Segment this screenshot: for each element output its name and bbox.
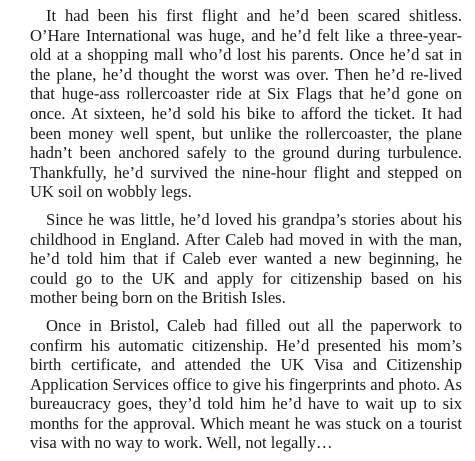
paragraph-bristol-citizenship: Once in Bristol, Caleb had filled out all the paperwork to confirm his automatic citizenship. He’d presented his mom’s birth certificate, and attended the UK Visa and Citizenship Application Services office to give his fingerprints and photo. As bureaucracy goes, they’d told him he’d have to wait up to six months for the approval. Which meant he was stuck on a tourist visa with no way to work. Well, not legally…: [30, 315, 462, 453]
paragraph-first-flight: It had been his first flight and he’d been scared shitless. O’Hare International was huge, and he’d felt like a three-year-old at a shopping mall who’d lost his parents. Once he’d sat in the plane, he’d thought the worst was over. Then he’d re-lived that huge-ass rollercoaster ride at Six Flags that he’d gone on once. At sixteen, he’d sold his bike to afford the ticket. It had been money well spent, but unlike the rollercoaster, the plane hadn’t been anchored safely to the ground during turbulence. Thankfully, he’d survived the nine-hour flight and stepped on UK soil on wobbly legs.: [30, 6, 462, 202]
paragraph-grandpa-stories: Since he was little, he’d loved his grandpa’s stories about his childhood in England. After Caleb had moved in with the man, he’d told him that if Caleb ever wanted a new beginning, he could go to the UK and apply for citizenship based on his mother being born on the British Isles.: [30, 209, 462, 308]
document-page: [30, 6, 462, 461]
